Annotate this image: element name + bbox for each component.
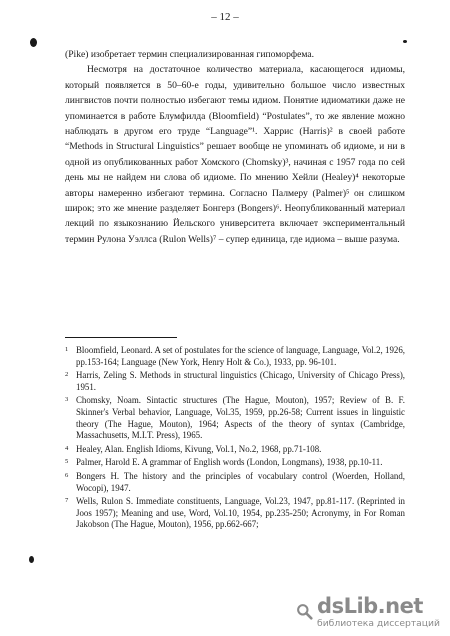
- body-text: [65, 47, 405, 247]
- footnote: [65, 345, 405, 368]
- scan-mark-top-right: [403, 40, 407, 43]
- footnote-number: 5: [65, 458, 69, 466]
- footnote-text: Healey, Alan. English Idioms, Kivung, Vol.1, No.2, 1968, pp.71-108.: [76, 443, 322, 454]
- footnote: [65, 496, 405, 531]
- footnote-number: 7: [65, 497, 69, 505]
- footnote: [65, 471, 405, 494]
- scan-mark-top-left: [30, 38, 37, 47]
- watermark-brand: dsLib.net: [317, 593, 423, 618]
- magnifier-icon: [296, 603, 313, 620]
- footnote-number: 3: [65, 396, 69, 404]
- dslib-watermark-link[interactable]: [296, 593, 440, 629]
- footnote-number: 4: [65, 444, 69, 452]
- footnote-number: 2: [65, 371, 69, 379]
- scan-mark-bottom-left: [29, 556, 34, 563]
- watermark-text: [317, 593, 440, 629]
- footnote: [65, 444, 405, 456]
- footnote: [65, 370, 405, 393]
- footnotes: [65, 345, 405, 533]
- footnote: [65, 395, 405, 441]
- footnote-number: 1: [65, 346, 69, 353]
- footnote-text: Chomsky, Noam. Sintactic structures (The Hague, Mouton), 1957; Review of B. F. Skinner's Verbal behavior, Language, Vol.35, 1959, pp.26-58; Current issues in linguistic theory (The Hague, Mouton), 1964; Aspects of the theory of syntax (Cambridge, Massachusetts, M.I.T. Press), 1965.: [76, 395, 405, 441]
- paragraph-continuation: (Pike) изобретает термин специализированная гипоморфема.: [65, 49, 315, 60]
- footnote-number: 6: [65, 471, 69, 479]
- footnote-text: Wells, Rulon S. Immediate constituents, Language, Vol.23, 1947, pp.81-117. (Reprinted in Joos 1957); Meaning and use, Word, Vol.10, 1954, pp.235-250; Acronymy, in For Roman Jakobson (The Hague, Mouton), 1956, pp.662-667;: [76, 496, 405, 530]
- footnote-text: Palmer, Harold E. A grammar of English words (London, Longmans), 1938, pp.10-11.: [76, 457, 383, 468]
- footnote-text: Bloomfield, Leonard. A set of postulates for the science of language, Language, Vol.2, 1926, pp.153-164; Language (New York, Henry Holt & Co.), 1933, pp. 96-101.: [76, 345, 405, 367]
- footnote-separator: [65, 337, 177, 338]
- page-number: – 12 –: [211, 11, 239, 23]
- paragraph-idioms: Несмотря на достаточное количество материала, касающегося идиомы, который появляется в 50–60-е годы, удивительно большое число известных лингвистов почти полностью избегают темы идиом. Понятие идиоматики даже не упоминается в работе Блумфилда (Bloomfield) “Postulates”, то же явление можно наблюдать в другом его труде “Language”¹. Харрис (Harris)² в своей работе “Methods in Structural Linguistics” решает вообще не упоминать об идиоме, и ни в одной из опубликованных работ Хомского (Chomsky)³, начиная с 1957 года по сей день мы не найдем ни слова об идиоме. По мнению Хейли (Healey)⁴ некоторые авторы намеренно избегают термина. Согласно Палмеру (Palmer)⁵ он слишком широк; это же мнение разделяет Бонгерз (Bongers)⁶. Неопубликованный материал лекций по языкознанию Йельского университета включает экспериментальный термин Рулона Уэллса (Rulon Wells)⁷ – супер единица, где идиома – выше разума.: [65, 64, 405, 245]
- footnote-text: Bongers H. The history and the principles of vocabulary control (Woerden, Holland, Wocopi), 1947.: [76, 470, 405, 493]
- footnote-text: Harris, Zeling S. Methods in structural linguistics (Chicago, University of Chicago Press), 1951.: [76, 370, 405, 392]
- footnote: [65, 457, 405, 469]
- watermark-caption: библиотека диссертаций: [317, 617, 440, 629]
